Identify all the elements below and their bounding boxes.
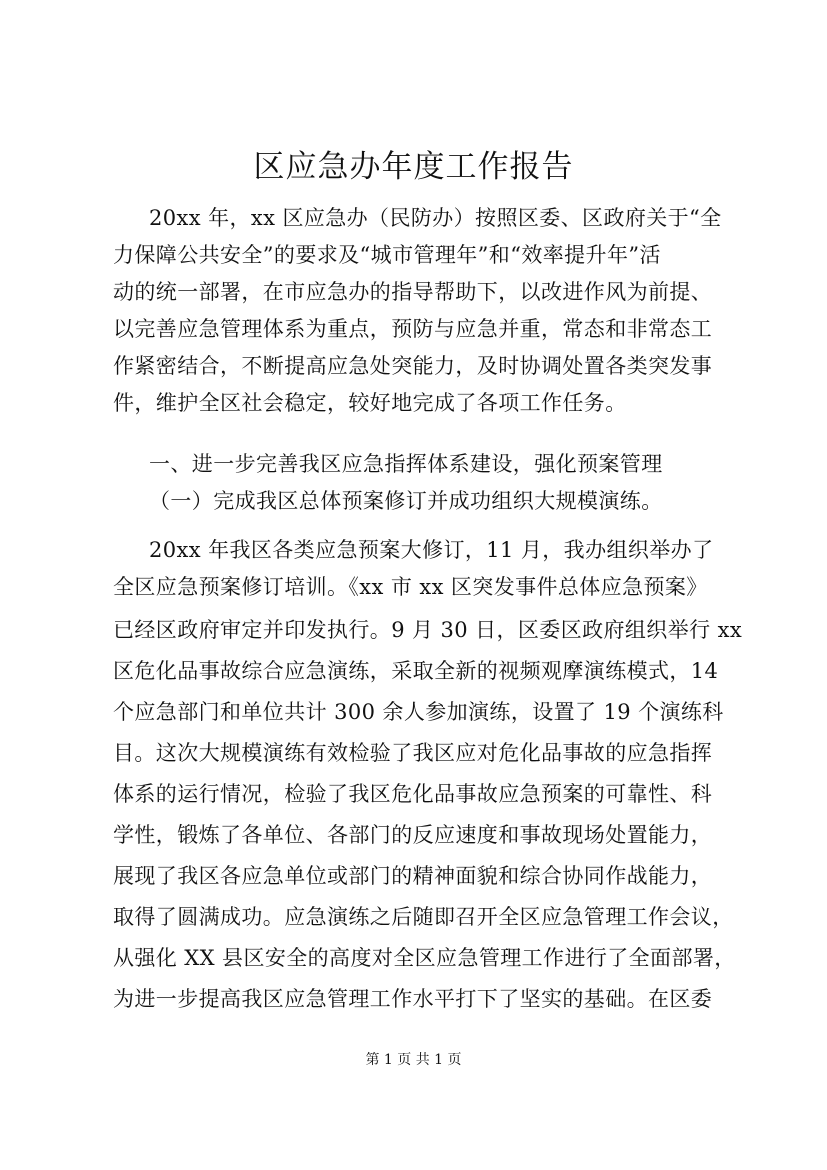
paragraph-line: 目。这次大规模演练有效检验了我区应对危化品事故的应急指挥 <box>113 741 713 765</box>
paragraph-line: 为进一步提高我区应急管理工作水平打下了坚实的基础。在区委 <box>113 987 713 1011</box>
paragraph-line: 体系的运行情况，检验了我区危化品事故应急预案的可靠性、科 <box>113 782 713 806</box>
paragraph-line: 作紧密结合，不断提高应急处突能力，及时协调处置各类突发事 <box>113 354 713 378</box>
paragraph-line: 个应急部门和单位共计 300 余人参加演练，设置了 19 个演练科 <box>113 700 724 724</box>
paragraph-line: 展现了我区各应急单位或部门的精神面貌和综合协同作战能力， <box>113 864 713 888</box>
paragraph-line: 力保障公共安全”的要求及“城市管理年”和“效率提升年”活 <box>113 243 661 267</box>
paragraph-line: 学性，锻炼了各单位、各部门的反应速度和事故现场处置能力， <box>113 823 713 847</box>
section-heading: 一、进一步完善我区应急指挥体系建设，强化预案管理 <box>149 452 663 476</box>
paragraph-line: 动的统一部署，在市应急办的指导帮助下，以改进作风为前提、 <box>113 280 713 304</box>
paragraph-line: 全区应急预案修订培训。《xx 市 xx 区突发事件总体应急预案》 <box>113 575 708 599</box>
paragraph-line: 以完善应急管理体系为重点，预防与应急并重，常态和非常态工 <box>113 317 713 341</box>
paragraph-line: 20xx 年我区各类应急预案大修订，11 月，我办组织举办了 <box>149 538 714 562</box>
subsection-heading: （一）完成我区总体预案修订并成功组织大规模演练。 <box>149 489 663 513</box>
page-footer: 第 1 页 共 1 页 <box>365 1052 462 1068</box>
paragraph-line: 区危化品事故综合应急演练，采取全新的视频观摩演练模式，14 <box>113 659 719 683</box>
document-title: 区应急办年度工作报告 <box>253 149 574 185</box>
paragraph-line: 取得了圆满成功。应急演练之后随即召开全区应急管理工作会议， <box>113 905 734 929</box>
paragraph-line: 件，维护全区社会稳定，较好地完成了各项工作任务。 <box>113 391 627 415</box>
paragraph-line: 已经区政府审定并印发执行。9 月 30 日，区委区政府组织举行 xx <box>113 618 743 642</box>
paragraph-line: 20xx 年，xx 区应急办（民防办）按照区委、区政府关于“全 <box>149 206 722 230</box>
paragraph-line: 从强化 XX 县区安全的高度对全区应急管理工作进行了全面部署， <box>113 946 736 970</box>
